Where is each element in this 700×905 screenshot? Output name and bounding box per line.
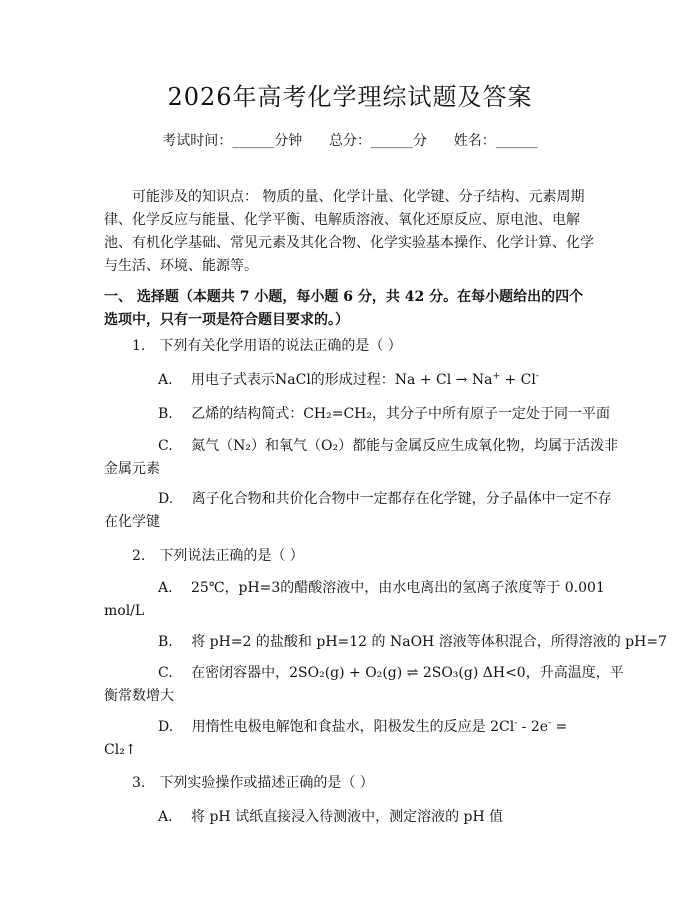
q2-option-a-line2: mol/L xyxy=(104,603,145,619)
q2-option-c-text: 在密闭容器中，2SO₂(g) + O₂(g) ⇌ 2SO₃(g) ΔH<0，升高温度，平 xyxy=(191,665,624,681)
time-label: 考试时间： xyxy=(162,133,233,149)
q2-option-d-text: 用惰性电极电解饱和食盐水，阳极发生的反应是 2Cl xyxy=(191,719,515,735)
q2-option-d-text-mid: - 2e xyxy=(517,719,549,735)
time-unit: 分钟 xyxy=(274,133,303,149)
q2-option-a-text: 25℃，pH=3的醋酸溶液中，由水电离出的氢离子浓度等于 0.001 xyxy=(191,580,605,596)
score-label: 总分： xyxy=(329,133,371,149)
q1-option-c-label: C. xyxy=(158,438,173,454)
question-1-stem: 1. 下列有关化学用语的说法正确的是（ ） xyxy=(132,338,402,354)
q2-option-a-label: A. xyxy=(158,580,173,596)
score-blank: ______ xyxy=(371,133,413,149)
time-blank: ______ xyxy=(232,133,275,149)
page-title: 2026年高考化学理综试题及答案 xyxy=(167,83,533,111)
q1-option-a-sup1: + xyxy=(492,371,500,382)
name-blank: ______ xyxy=(495,133,538,149)
q1-option-d-line2: 在化学键 xyxy=(104,514,160,530)
q1-option-a-sup2: - xyxy=(535,371,539,382)
q1-option-b-text: 乙烯的结构简式：CH₂=CH₂，其分子中所有原子一定处于同一平面 xyxy=(191,406,610,422)
q2-option-c-line1 xyxy=(158,662,624,685)
q3-option-a-text: 将 pH 试纸直接浸入待测液中，测定溶液的 pH 值 xyxy=(191,809,504,825)
q1-option-a xyxy=(158,369,539,392)
q1-option-c-line2: 金属元素 xyxy=(104,461,160,477)
q1-option-a-label: A. xyxy=(158,372,173,388)
question-2-stem: 2. 下列说法正确的是（ ） xyxy=(132,548,304,564)
q1-option-d-line1 xyxy=(158,488,612,511)
section-heading: 一、 选择题（本题共 7 小题，每小题 6 分，共 42 分。在每小题给出的四个选项中，只有一项是符合题目要求的。） xyxy=(104,289,584,328)
q1-option-b-label: B. xyxy=(158,406,173,422)
q2-option-d-sup2: - xyxy=(548,718,552,729)
q2-option-b-label: B. xyxy=(158,634,173,650)
q2-option-a-line1 xyxy=(158,577,605,600)
q1-option-b xyxy=(158,403,610,426)
q3-option-a xyxy=(158,806,503,829)
q1-option-a-text: 用电子式表示NaCl的形成过程：Na + Cl → Na xyxy=(191,372,493,388)
q2-option-d-sup1: - xyxy=(514,718,518,729)
q2-option-c-label: C. xyxy=(158,665,173,681)
q1-option-c-line1 xyxy=(158,435,618,458)
q2-option-c-line2: 衡常数增大 xyxy=(104,688,174,704)
q2-option-d-label: D. xyxy=(158,719,174,735)
q3-option-a-label: A. xyxy=(158,809,173,825)
q2-option-b xyxy=(158,631,667,654)
q2-option-d-line2: Cl₂↑ xyxy=(104,742,137,758)
knowledge-points: 可能涉及的知识点： 物质的量、化学计量、化学键、分子结构、元素周期律、化学反应与能量、化学平衡、电解质溶液、氧化还原反应、原电池、电解池、有机化学基础、常见元素及其化合物、化学实验基本操作、化学计算、化学与生活、环境、能源等。 xyxy=(104,189,594,274)
q1-option-c-text: 氮气（N₂）和氧气（O₂）都能与金属反应生成氧化物，均属于活泼非 xyxy=(191,438,619,454)
q2-option-b-text: 将 pH=2 的盐酸和 pH=12 的 NaOH 溶液等体积混合，所得溶液的 pH=7 xyxy=(191,634,667,650)
q1-option-d-text: 离子化合物和共价化合物中一定都存在化学键，分子晶体中一定不存 xyxy=(191,491,612,507)
exam-meta-line xyxy=(0,130,700,152)
question-3-stem: 3. 下列实验操作或描述正确的是（ ） xyxy=(132,775,374,791)
q2-option-d-line1 xyxy=(158,716,567,739)
q1-option-a-text-mid: + Cl xyxy=(500,372,536,388)
name-label: 姓名： xyxy=(453,133,496,149)
q1-option-d-label: D. xyxy=(158,491,174,507)
score-unit: 分 xyxy=(413,133,427,149)
q2-option-d-text-post: = xyxy=(551,719,568,735)
